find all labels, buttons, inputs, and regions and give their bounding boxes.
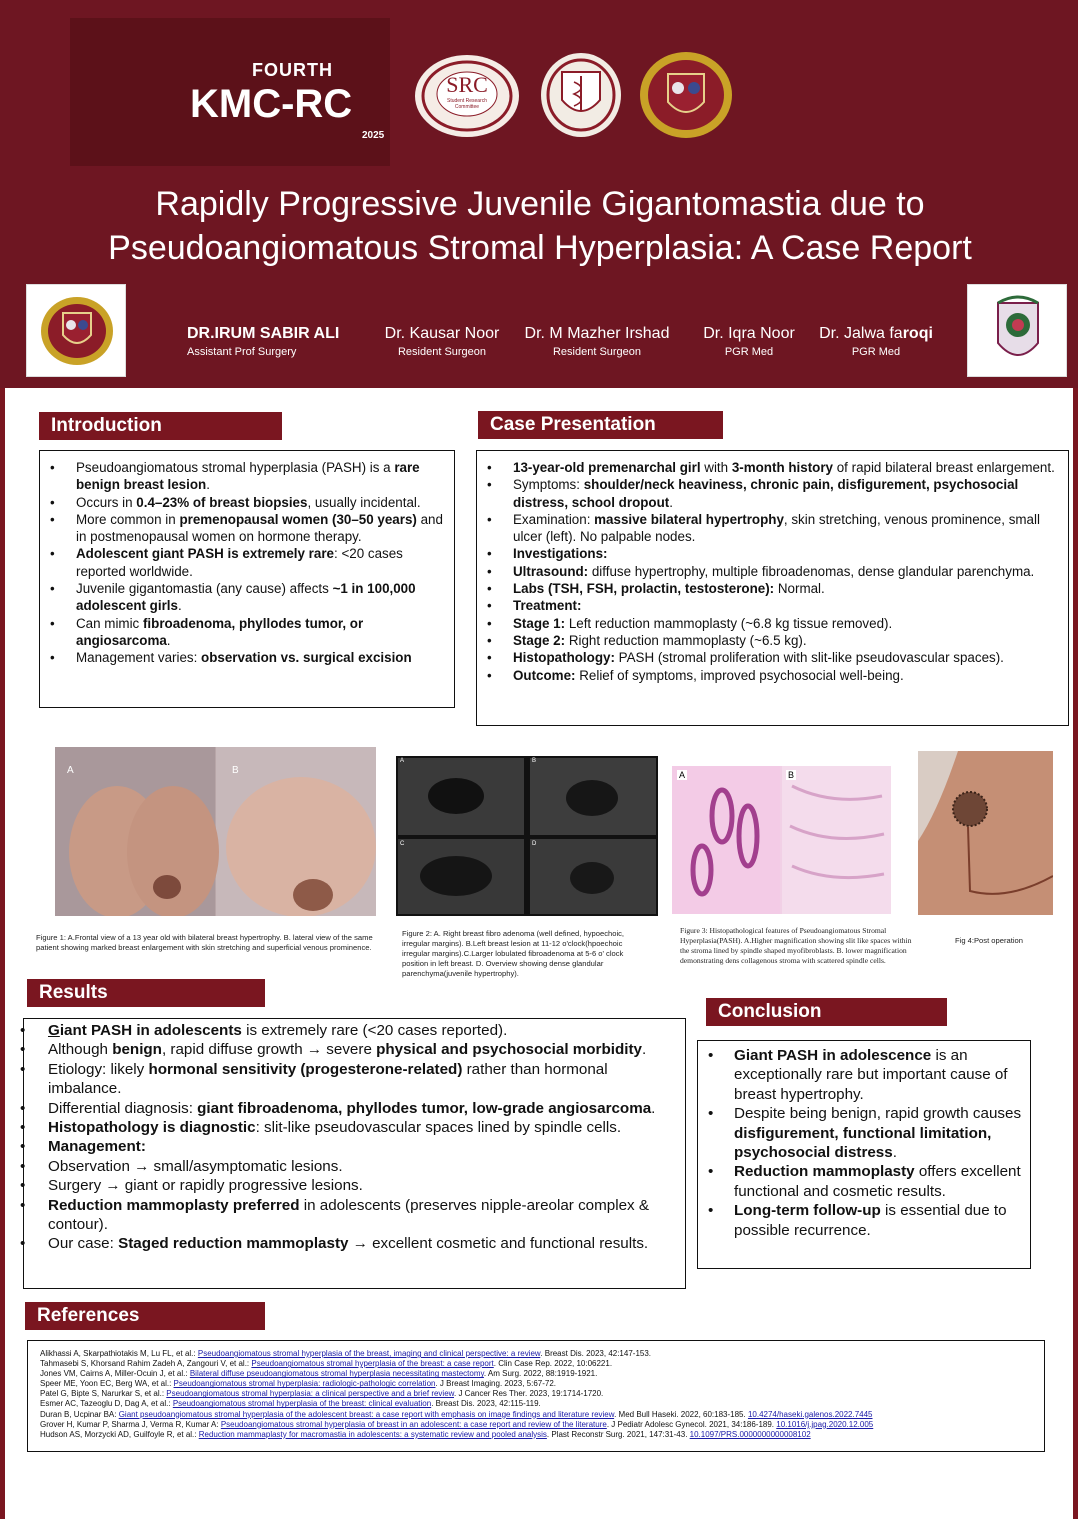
- crest-icon: [27, 285, 127, 378]
- reference-item: Patel G, Bipte S, Narurkar S, et al.: Pseudoangiomatous stromal hyperplasia: a clinical perspective and a brief review. J Cancer Res Ther. 2023, 19:1714-1720.: [40, 1389, 604, 1399]
- ultrasound-panels-icon: [396, 756, 658, 916]
- case-presentation-box: [476, 450, 1069, 726]
- author-name: Dr. Kausar Noor: [384, 325, 500, 342]
- figure-1-label-a: A: [67, 765, 74, 776]
- reference-link[interactable]: Pseudoangiomatous stromal hyperplasia: a clinical perspective and a brief review: [166, 1389, 454, 1399]
- author-name-plain: Dr. Jalwa fa: [819, 325, 903, 342]
- reference-item: Hudson AS, Morzycki AD, Guilfoyle R, et al.: Reduction mammaplasty for macromastia in adolescents: a systematic review and pooled analysis. Plast Reconstr Surg. 2021, 147:31-43. 10.1097/PRS.0000000000008102: [40, 1429, 811, 1439]
- list-item: • Stage 2: Right reduction mammoplasty (~6.5 kg).: [477, 632, 1068, 649]
- list-item: • Our case: Staged reduction mammoplasty → excellent cosmetic and functional results.: [24, 1234, 685, 1253]
- list-item: • Although benign, rapid diffuse growth → severe physical and psychosocial morbidity.: [24, 1040, 685, 1059]
- reference-item: Grover H, Kumar P, Sharma J, Verma R, Kumar A: Pseudoangiomatous stromal hyperplasia of breast in an adolescent: a case report and review of the literature. J Pediatr Adolesc Gynecol. 2021, 34:186-189. 10.1016/j.jpag.2020.12.005: [40, 1419, 874, 1429]
- introduction-list: [40, 459, 454, 667]
- reference-item: Jones VM, Cairns A, Miller-Ocuin J, et al.: Bilateral diffuse pseudoangiomatous stromal hyperplasia necessitating mastectomy. Am Surg. 2022, 88:1919-1921.: [40, 1369, 598, 1379]
- reference-item: Duran B, Ucpinar BA: Giant pseudoangiomatous stromal hyperplasia of the adolescent breast: a case report with emphasis on image findings and literature review. Med Bull Haseki. 2022, 60:183-185. 10.4274/haseki.galenos.2022.7445: [40, 1409, 873, 1419]
- list-item: • Occurs in 0.4–23% of breast biopsies, usually incidental.: [40, 494, 454, 511]
- author-2: [384, 325, 500, 358]
- list-item: • Reduction mammoplasty offers excellent functional and cosmetic results.: [698, 1162, 1030, 1201]
- poster-title: [40, 182, 1040, 270]
- results-box: [23, 1018, 686, 1289]
- institution-logo-right: [967, 284, 1067, 377]
- list-item: • Outcome: Relief of symptoms, improved psychosocial well-being.: [477, 667, 1068, 684]
- references-heading: References: [25, 1302, 265, 1330]
- list-item: • Investigations:: [477, 545, 1068, 562]
- mti-seal-icon: [638, 50, 734, 140]
- crest-icon: [968, 285, 1068, 378]
- figure-3-image: [672, 766, 891, 914]
- list-item: • Can mimic fibroadenoma, phyllodes tumor, or angiosarcoma.: [40, 615, 454, 650]
- list-item: • Surgery → giant or rapidly progressive lesions.: [24, 1176, 685, 1195]
- case-presentation-list: [477, 459, 1068, 684]
- reference-item: Tahmasebi S, Khorsand Rahim Zadeh A, Zangouri V, et al.: Pseudoangiomatous stromal hyperplasia of the breast: a case report. Clin Case Rep. 2022, 10:06221.: [40, 1359, 613, 1369]
- conclusion-heading: Conclusion: [706, 998, 947, 1026]
- list-item: • Pseudoangiomatous stromal hyperplasia (PASH) is a rare benign breast lesion.: [40, 459, 454, 494]
- figure-2-label-d: D: [532, 841, 537, 847]
- author-role: PGR Med: [724, 346, 774, 358]
- src-logo-subtext: Student Research Committee: [446, 98, 488, 110]
- author-name-bold: roqi: [902, 325, 933, 342]
- list-item: • Treatment:: [477, 597, 1068, 614]
- case-presentation-heading: Case Presentation: [478, 411, 723, 439]
- list-item: • Examination: massive bilateral hypertrophy, skin stretching, venous prominence, small ulcer (left). No palpable nodes.: [477, 511, 1068, 546]
- list-item: • Histopathology is diagnostic: slit-like pseudovascular spaces lined by spindle cells.: [24, 1118, 685, 1137]
- list-item: • Symptoms: shoulder/neck heaviness, chronic pain, disfigurement, psychosocial distress, school dropout.: [477, 476, 1068, 511]
- reference-link[interactable]: Pseudoangiomatous stromal hyperplasia: radiologic-pathologic correlation: [173, 1379, 436, 1389]
- conclusion-list: [698, 1046, 1030, 1240]
- figure-2-label-c: C: [400, 841, 405, 847]
- list-item: • More common in premenopausal women (30–50 years) and in postmenopausal women on hormone therapy.: [40, 511, 454, 546]
- reference-item: Alikhassi A, Skarpathiotakis M, Lu FL, et al.: Pseudoangiomatous stromal hyperplasia of the breast, imaging and clinical perspective: a review. Breast Dis. 2023, 42:147-153.: [40, 1349, 652, 1358]
- figure-3-label-a: A: [679, 770, 686, 780]
- results-list: [24, 1021, 685, 1254]
- list-item: • Management:: [24, 1137, 685, 1156]
- reference-link[interactable]: Pseudoangiomatous stromal hyperplasia of breast in an adolescent: a case report and review of the literature: [220, 1419, 607, 1429]
- institution-logo-left: [26, 284, 126, 377]
- figure-2-label-a: A: [400, 758, 405, 764]
- author-role: Assistant Prof Surgery: [187, 346, 297, 358]
- conclusion-box: [697, 1040, 1031, 1269]
- figure-3-label-b: B: [788, 770, 795, 780]
- reference-link[interactable]: Reduction mammaplasty for macromastia in adolescents: a systematic review and pooled analysis: [198, 1429, 547, 1439]
- list-item: • Observation → small/asymptomatic lesions.: [24, 1157, 685, 1176]
- breast-hypertrophy-photo-icon: [55, 747, 376, 916]
- reference-link[interactable]: Giant pseudoangiomatous stromal hyperplasia of the adolescent breast: a case report with emphasis on image findings and literature review: [118, 1409, 615, 1419]
- list-item: • Long-term follow-up is essential due to possible recurrence.: [698, 1201, 1030, 1240]
- poster-header: FOURTH KMC-RC 2025 SRC Student Research Committee Rapidly Progressive Juvenile Gigantomastia due to Pseudoangiomatous Stromal Hyperplasia: A Case Report DR.IRUM SABIR ALI Assistant Prof Surgery Dr. Kausar Noor Resident Surgeon Dr. M Mazher Irshad Resident Surgeon Dr. Iqra Noor PGR Med Dr. Jalwa faroqi PGR Med: [0, 0, 1078, 388]
- author-3: [522, 325, 672, 358]
- references-list: [40, 1349, 1044, 1440]
- introduction-heading: Introduction: [39, 412, 282, 440]
- list-item: • Etiology: likely hormonal sensitivity (progesterone-related) rather than hormonal imbalance.: [24, 1060, 685, 1099]
- author-name: DR.IRUM SABIR ALI: [187, 325, 340, 342]
- references-box: [27, 1340, 1045, 1452]
- list-item: • Juvenile gigantomastia (any cause) affects ~1 in 100,000 adolescent girls.: [40, 580, 454, 615]
- reference-link[interactable]: Pseudoangiomatous stromal hyperplasia of the breast: a case report: [251, 1359, 494, 1369]
- reference-doi-link[interactable]: 10.4274/haseki.galenos.2022.7445: [747, 1409, 873, 1419]
- author-4: [700, 325, 798, 358]
- histopathology-slide-icon: [672, 766, 891, 914]
- figure-4-caption: Fig 4:Post operation: [955, 936, 1023, 945]
- reference-doi-link[interactable]: 10.1016/j.jpag.2020.12.005: [776, 1419, 874, 1429]
- results-heading: Results: [27, 979, 265, 1007]
- reference-item: Speer ME, Yoon EC, Berg WA, et al.: Pseudoangiomatous stromal hyperplasia: radiologic-pathologic correlation. J Breast Imaging. 2023, 5:67-72.: [40, 1379, 556, 1389]
- list-item: • Giant PASH in adolescents is extremely rare (<20 cases reported).: [24, 1021, 685, 1040]
- figure-2-label-b: B: [532, 758, 537, 764]
- post-operation-photo-icon: [918, 751, 1053, 915]
- src-logo-text: SRC: [446, 72, 488, 97]
- author-name: Dr. M Mazher Irshad: [524, 325, 670, 342]
- list-item: • Histopathology: PASH (stromal proliferation with slit-like pseudovascular spaces).: [477, 649, 1068, 666]
- list-item: • Ultrasound: diffuse hypertrophy, multiple fibroadenomas, dense glandular parenchyma.: [477, 563, 1068, 580]
- reference-link[interactable]: Pseudoangiomatous stromal hyperplasia of the breast, imaging and clinical perspective: a review: [197, 1349, 541, 1358]
- list-item: • Despite being benign, rapid growth causes disfigurement, functional limitation, psychosocial distress.: [698, 1104, 1030, 1162]
- figure-2-caption: Figure 2: A. Right breast fibro adenoma (well defined, hypoechoic, irregular margins). B.Left breast lesion at 11-12 o'clock(hpoechoic irregular margins).C.Larger lobulated fibroadenoma at 5-6 o' clock position in left breast. D. Overview showing dense glandular parenchyma(juvenile hypertrophy).: [402, 929, 625, 978]
- list-item: • Stage 1: Left reduction mammoplasty (~6.8 kg tissue removed).: [477, 615, 1068, 632]
- introduction-box: [39, 450, 455, 708]
- title-line-1: Rapidly Progressive Juvenile Gigantomastia due to: [155, 185, 925, 223]
- list-item: • Differential diagnosis: giant fibroadenoma, phyllodes tumor, low-grade angiosarcoma.: [24, 1099, 685, 1118]
- list-item: • Management varies: observation vs. surgical excision: [40, 649, 454, 666]
- list-item: • 13-year-old premenarchal girl with 3-month history of rapid bilateral breast enlargement.: [477, 459, 1068, 476]
- list-item: • Giant PASH in adolescence is an exceptionally rare but important cause of breast hypertrophy.: [698, 1046, 1030, 1104]
- author-role: PGR Med: [851, 346, 901, 358]
- author-role: Resident Surgeon: [397, 346, 487, 358]
- list-item: • Adolescent giant PASH is extremely rare: <20 cases reported worldwide.: [40, 545, 454, 580]
- author-5: [816, 325, 936, 358]
- medical-college-seal-icon: [540, 52, 622, 138]
- figure-1-image: [55, 747, 376, 916]
- list-item: • Labs (TSH, FSH, prolactin, testosterone): Normal.: [477, 580, 1068, 597]
- reference-item: Esmer AC, Tazeoglu D, Dag A, et al.: Pseudoangiomatous stromal hyperplasia of the breast: clinical evaluation. Breast Dis. 2023, 42:115-119.: [40, 1399, 541, 1409]
- reference-link[interactable]: Pseudoangiomatous stromal hyperplasia of the breast: clinical evaluation: [172, 1399, 432, 1409]
- author-name: [816, 325, 936, 343]
- author-role: Resident Surgeon: [552, 346, 642, 358]
- reference-link[interactable]: Bilateral diffuse pseudoangiomatous stromal hyperplasia necessitating mastectomy: [189, 1369, 484, 1379]
- author-name: Dr. Iqra Noor: [703, 325, 795, 342]
- title-line-2: Pseudoangiomatous Stromal Hyperplasia: A Case Report: [108, 229, 972, 267]
- figure-3-caption: Figure 3: Histopathological features of Pseudoangiomatous Stromal Hyperplasia(PASH). A.Higher magnification showing slit like spaces within the stroma lined by spindle shaped myofibroblasts. B. lower magnification demonstrating dens collagenous stroma with scattered spindle cells.: [680, 926, 912, 965]
- figure-1-caption: Figure 1: A.Frontal view of a 13 year old with bilateral breast hypertrophy. B. lateral view of the same patient showing marked breast enlargement with skin stretching and superficial venous prominence.: [36, 933, 373, 952]
- list-item: • Reduction mammoplasty preferred in adolescents (preserves nipple-areolar complex & contour).: [24, 1196, 685, 1235]
- reference-doi-link[interactable]: 10.1097/PRS.0000000000008102: [689, 1429, 811, 1439]
- figure-2-image: [396, 756, 658, 916]
- figure-4-image: [918, 751, 1053, 915]
- figure-1-label-b: B: [232, 765, 239, 776]
- author-1: [187, 325, 339, 358]
